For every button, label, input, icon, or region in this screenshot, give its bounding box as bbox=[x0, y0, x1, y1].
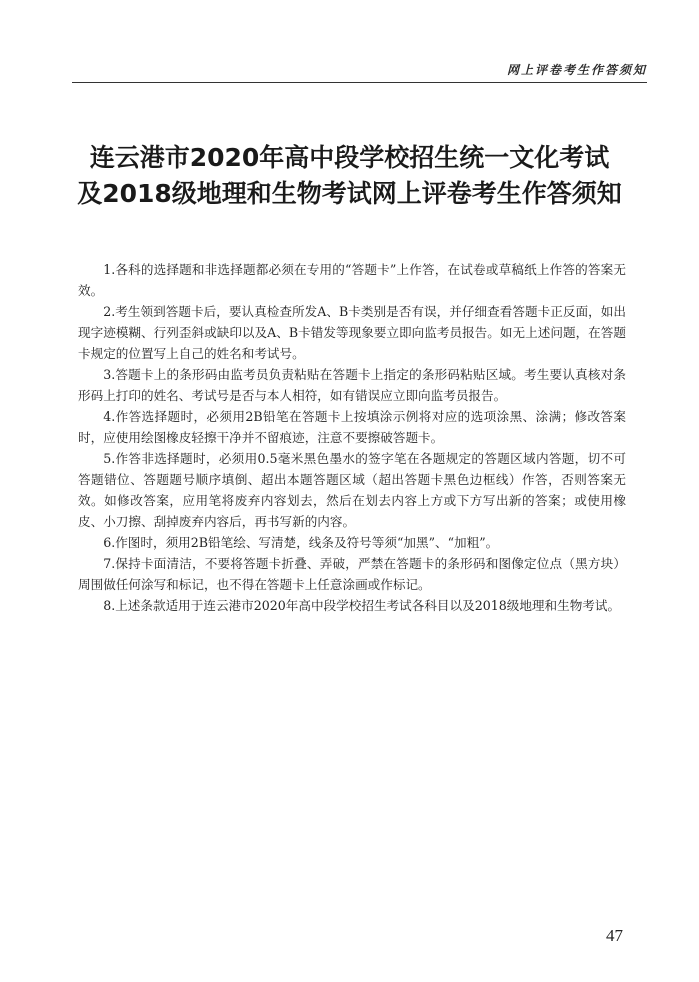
document-title bbox=[0, 140, 699, 212]
notice-body bbox=[78, 259, 626, 616]
title-line-2: 及2018级地理和生物考试网上评卷考生作答须知 bbox=[77, 179, 622, 208]
notice-item-6: 6.作图时，须用2B铅笔绘、写清楚，线条及符号等须“加黑”、“加粗”。 bbox=[103, 535, 499, 550]
title-line-1: 连云港市2020年高中段学校招生统一文化考试 bbox=[89, 143, 610, 172]
notice-item-8: 8.上述条款适用于连云港市2020年高中段学校招生考试各科目以及2018级地理和生物考试。 bbox=[103, 598, 621, 613]
notice-item-1: 1.各科的选择题和非选择题都必须在专用的“答题卡”上作答，在试卷或草稿纸上作答的答案无效。 bbox=[78, 262, 626, 298]
header-rule bbox=[72, 82, 647, 83]
notice-item-4: 4.作答选择题时，必须用2B铅笔在答题卡上按填涂示例将对应的选项涂黑、涂满；修改答案时，应使用绘图橡皮轻擦干净并不留痕迹，注意不要擦破答题卡。 bbox=[78, 409, 626, 445]
notice-item-2: 2.考生领到答题卡后，要认真检查所发A、B卡类别是否有误，并仔细查看答题卡正反面，如出现字迹模糊、行列歪斜或缺印以及A、B卡错发等现象要立即向监考员报告。如无上述问题，在答题卡规定的位置写上自己的姓名和考试号。 bbox=[78, 304, 626, 361]
notice-item-3: 3.答题卡上的条形码由监考员负责粘贴在答题卡上指定的条形码粘贴区域。考生要认真核对条形码上打印的姓名、考试号是否与本人相符，如有错误应立即向监考员报告。 bbox=[78, 367, 626, 403]
notice-item-5: 5.作答非选择题时，必须用0.5毫米黑色墨水的签字笔在各题规定的答题区域内答题，切不可答题错位、答题题号顺序填倒、超出本题答题区域（超出答题卡黑色边框线）作答，否则答案无效。如修改答案，应用笔将废弃内容划去，然后在划去内容上方或下方写出新的答案；或使用橡皮、小刀擦、刮掉废弃内容后，再书写新的内容。 bbox=[78, 451, 626, 529]
page-number: 47 bbox=[606, 926, 623, 945]
running-header: 网上评卷考生作答须知 bbox=[506, 63, 647, 77]
notice-item-7: 7.保持卡面清洁，不要将答题卡折叠、弄破，严禁在答题卡的条形码和图像定位点（黑方块）周围做任何涂写和标记，也不得在答题卡上任意涂画或作标记。 bbox=[78, 556, 626, 592]
